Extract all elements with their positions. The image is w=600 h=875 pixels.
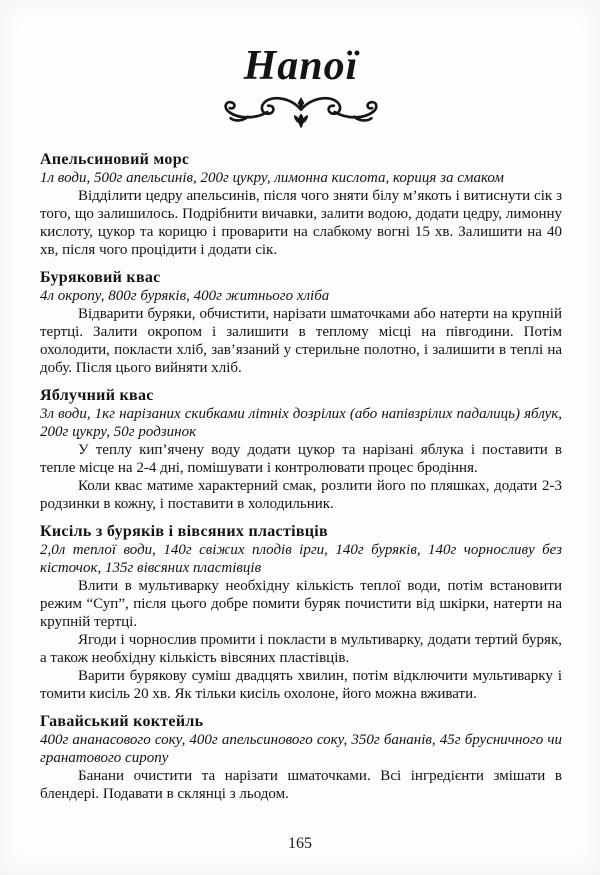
recipe-section	[40, 386, 562, 513]
recipe-paragraph: Відділити цедру апельсинів, після чого зняти білу м’якоть і витиснути сік з того, що залишилось. Подрібнити вичавки, залити водою, додати цедру, лимонну кислоту, цукор та корицю і проварити на слабкому вогні 15 хв. Залишити на 40 хв, після чого процідити і додати сік.	[40, 188, 562, 259]
page-title: Напої	[243, 43, 359, 89]
recipe-paragraph: Варити бурякову суміш двадцять хвилин, потім відключити мультиварку і томити кисіль 20 хв. Як тільки кисіль охолоне, його можна вживати.	[40, 668, 562, 703]
recipe-ingredients: 1л води, 500г апельсинів, 200г цукру, лимонна кислота, кориця за смаком	[40, 170, 504, 187]
recipe-section	[40, 712, 562, 803]
recipe-title: Яблучний квас	[40, 387, 154, 405]
recipes-list	[40, 150, 562, 803]
recipe-paragraph: Влити в мультиварку необхідну кількість теплої води, потім встановити режим “Суп”, після цього добре помити буряк почистити від шкірки, натерти на крупній тертці.	[40, 578, 562, 631]
page-number: 165	[288, 835, 312, 852]
recipe-ingredients: 2,0л теплої води, 140г свіжих плодів ірги, 140г буряків, 140г чорносливу без кісточок, 135г вівсяних пластівців	[40, 542, 562, 577]
recipe-paragraph: Відварити буряки, обчистити, нарізати шматочками або натерти на крупній тертці. Залити окропом і залишити в теплому місці на півгодини. Потім охолодити, покласти хліб, зав’язаний у стерильне полотно, і залишити в теплі на добу. Після цього вийняти хліб.	[40, 306, 562, 377]
recipe-title: Гавайський коктейль	[40, 713, 204, 731]
recipe-title: Кисіль з буряків і вівсяних пластівців	[40, 523, 328, 541]
flourish-ornament	[40, 90, 562, 134]
recipe-title: Апельсиновий морс	[40, 151, 190, 169]
recipe-ingredients: 3л води, 1кг нарізаних скибками літніх дозрілих (або напівзрілих падалиць) яблук, 200г цукру, 50г родзинок	[40, 406, 562, 441]
recipe-section	[40, 150, 562, 259]
recipe-ingredients: 4л окропу, 800г буряків, 400г житнього хліба	[40, 288, 330, 305]
flourish-icon	[215, 90, 387, 134]
recipe-paragraph: У теплу кип’ячену воду додати цукор та нарізані яблука і поставити в тепле місце на 2-4 дні, помішувати і контролювати процес бродіння.	[40, 442, 562, 477]
recipe-paragraph: Коли квас матиме характерний смак, розлити його по пляшках, додати 2-3 родзинки в кожну, і поставити в холодильник.	[40, 478, 562, 513]
recipe-section	[40, 522, 562, 703]
recipe-section	[40, 268, 562, 377]
recipe-title: Буряковий квас	[40, 269, 161, 287]
recipe-paragraph: Банани очистити та нарізати шматочками. Всі інгредієнти змішати в блендері. Подавати в склянці з льодом.	[40, 768, 562, 803]
recipe-ingredients: 400г ананасового соку, 400г апельсинового соку, 350г бананів, 45г брусничного чи гранатового сиропу	[40, 732, 562, 767]
recipe-paragraph: Ягоди і чорнослив промити і покласти в мультиварку, додати тертий буряк, а також необхідну кількість вівсяних пластівців.	[40, 632, 562, 667]
